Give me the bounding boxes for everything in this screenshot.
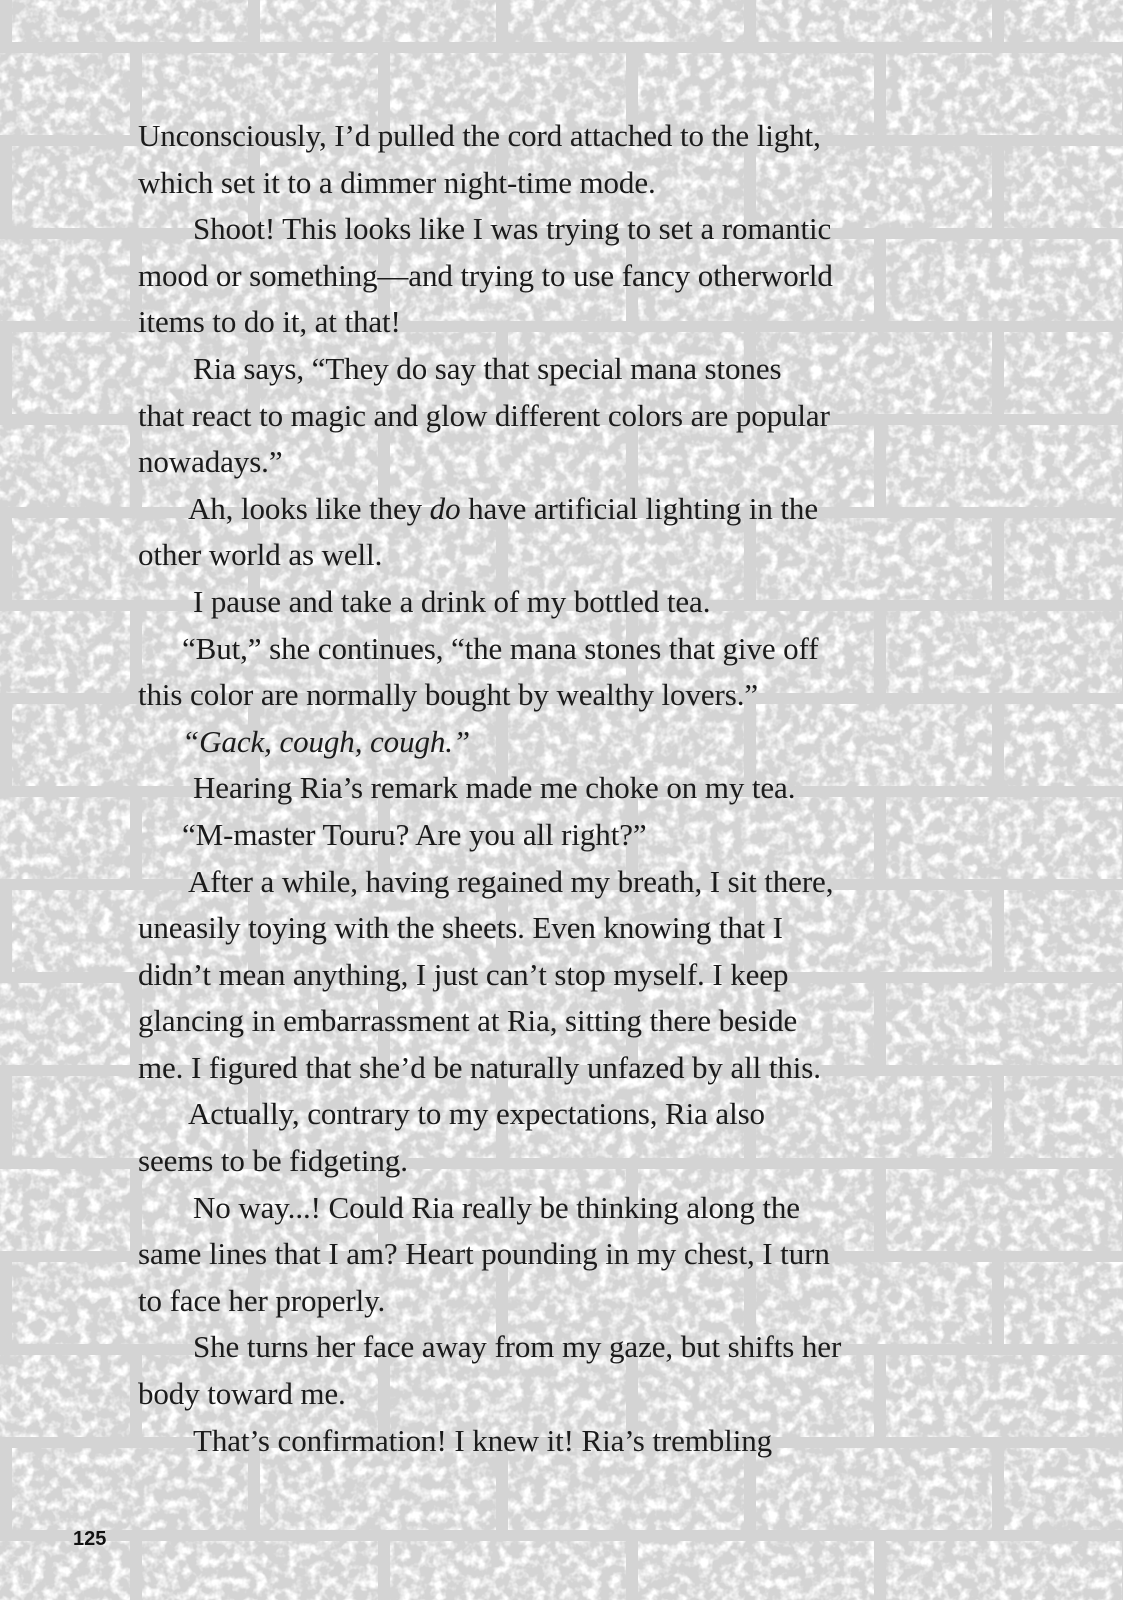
brick <box>1004 890 1123 972</box>
brick <box>0 797 130 879</box>
brick <box>12 0 248 42</box>
text-line: nowadays.” <box>138 444 283 480</box>
text-line: That’s confirmation! I knew it! Ria’s trembling <box>193 1422 773 1458</box>
brick <box>0 611 130 693</box>
text-line: which set it to a dimmer night-time mode. <box>138 164 656 200</box>
text-line: uneasily toying with the sheets. Even knowing that I <box>138 910 783 946</box>
text-segment: Ah, looks like they <box>188 490 430 526</box>
brick <box>0 239 130 321</box>
brick <box>756 0 992 42</box>
text-line: me. I figured that she’d be naturally unfazed by all this. <box>138 1049 821 1085</box>
text-line: Shoot! This looks like I was trying to set a romantic <box>193 211 832 247</box>
brick <box>142 1541 378 1600</box>
text-line: body toward me. <box>138 1376 346 1412</box>
text-line: didn’t mean anything, I just can’t stop myself. I keep <box>138 956 789 992</box>
emphasis-text: do <box>429 490 461 526</box>
brick <box>1004 704 1123 786</box>
text-line: glancing in embarrassment at Ria, sitting there beside <box>138 1003 798 1039</box>
text-line: same lines that I am? Heart pounding in my chest, I turn <box>138 1236 830 1272</box>
text-line: No way...! Could Ria really be thinking along the <box>193 1189 800 1225</box>
text-line: Hearing Ria’s remark made me choke on my tea. <box>193 770 796 806</box>
brick <box>390 1541 626 1600</box>
brick <box>1004 1262 1123 1344</box>
text-segment: have artificial lighting in the <box>460 490 818 526</box>
body-text <box>138 113 968 1464</box>
page-number: 125 <box>73 1528 107 1550</box>
brick <box>260 0 496 42</box>
brick <box>0 53 130 135</box>
text-line <box>138 486 968 533</box>
brick <box>1004 332 1123 414</box>
text-line: seems to be fidgeting. <box>138 1143 408 1179</box>
text-line: Unconsciously, I’d pulled the cord attached to the light, <box>138 118 821 153</box>
brick <box>0 1355 130 1437</box>
text-line: “M-master Touru? Are you all right?” <box>182 816 647 852</box>
text-line: “But,” she continues, “the mana stones that give off <box>182 630 819 666</box>
brick <box>638 1541 874 1600</box>
text-line: mood or something—and trying to use fancy otherworld <box>138 257 833 293</box>
text-line: Actually, contrary to my expectations, Ria also <box>188 1096 765 1132</box>
brick <box>1004 146 1123 228</box>
brick <box>0 1169 130 1251</box>
brick <box>1004 1076 1123 1158</box>
text-line: to face her properly. <box>138 1282 386 1318</box>
brick <box>0 983 130 1065</box>
text-line: I pause and take a drink of my bottled tea. <box>193 583 711 619</box>
text-line: this color are normally bought by wealthy lovers.” <box>138 677 759 713</box>
brick <box>0 425 130 507</box>
text-line: Ria says, “They do say that special mana stones <box>193 350 782 386</box>
brick <box>1004 518 1123 600</box>
text-line: that react to magic and glow different colors are popular <box>138 397 830 433</box>
brick <box>508 0 744 42</box>
text-line: After a while, having regained my breath, I sit there, <box>188 863 834 899</box>
brick <box>0 1541 130 1600</box>
text-line: items to do it, at that! <box>138 304 401 340</box>
brick <box>886 1541 1122 1600</box>
text-line: other world as well. <box>138 537 383 573</box>
brick <box>1004 1448 1123 1530</box>
text-line <box>138 719 968 766</box>
text-line: She turns her face away from my gaze, but shifts her <box>193 1329 842 1365</box>
emphasis-text: “Gack, cough, cough.” <box>182 723 471 759</box>
brick <box>1004 0 1123 42</box>
